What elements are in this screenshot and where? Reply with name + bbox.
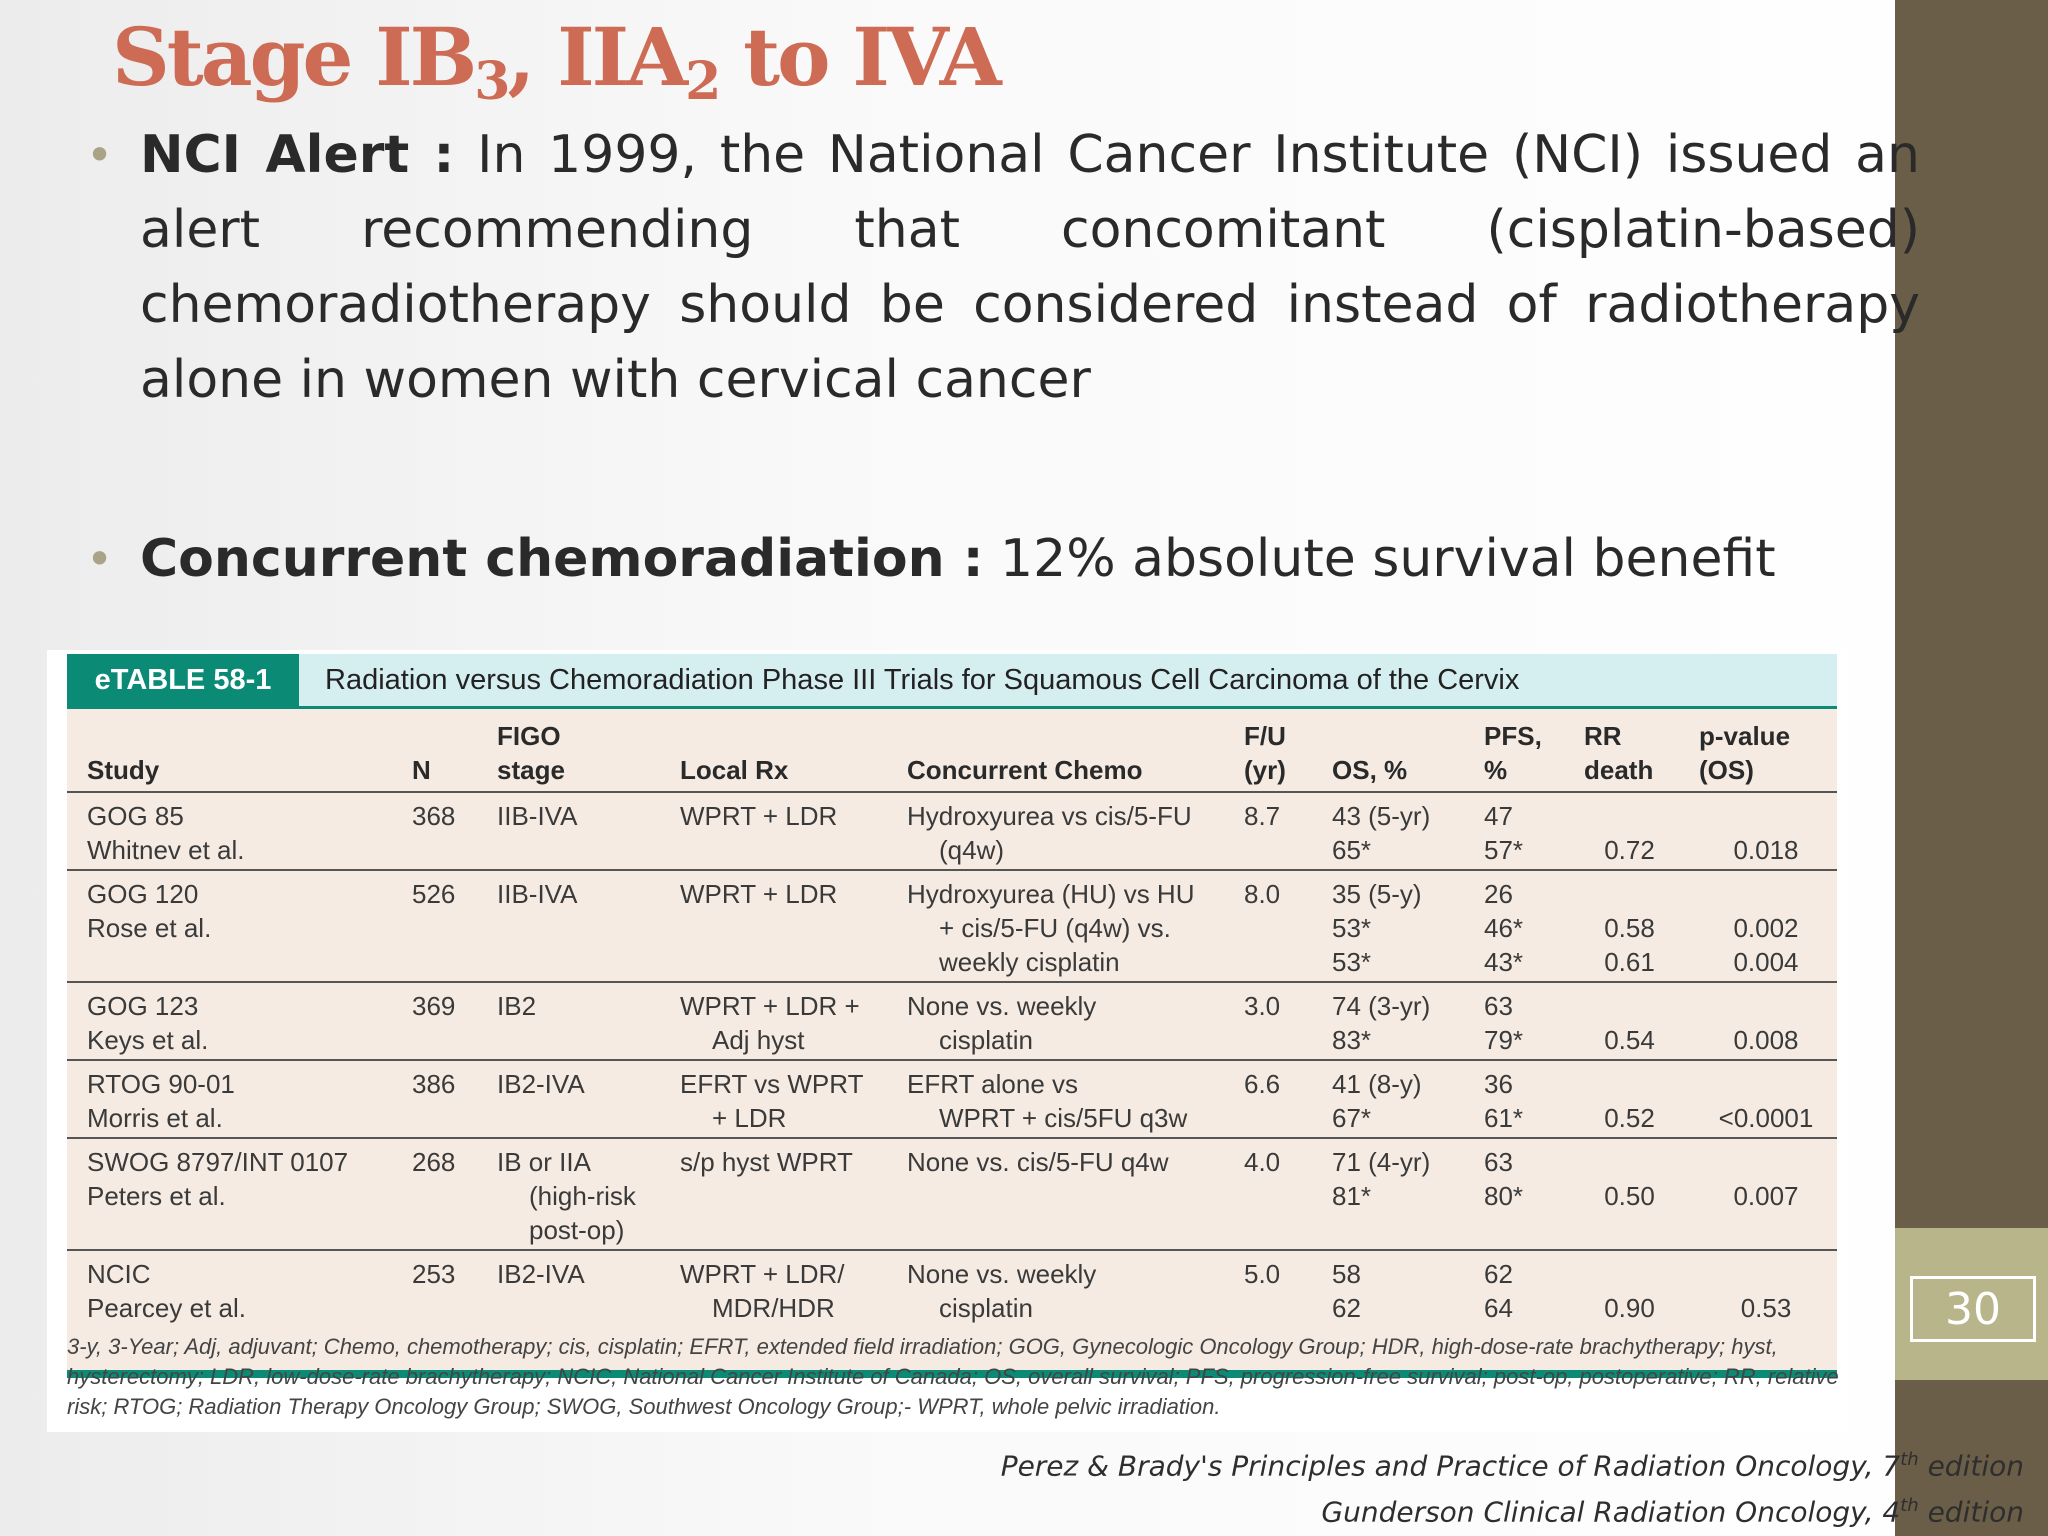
cell-line: 58 <box>1332 1259 1361 1289</box>
table-cell <box>1564 1138 1679 1250</box>
cell-line: Whitnev et al. <box>87 835 245 865</box>
cell-line: 6.6 <box>1244 1069 1281 1099</box>
table-cell <box>477 792 660 870</box>
cell-line: 71 (4-yr) <box>1332 1147 1431 1177</box>
cell-line <box>1584 799 1675 833</box>
table-cell <box>660 1138 887 1250</box>
table-cell <box>887 982 1224 1060</box>
cell-line: (high-risk <box>529 1181 636 1211</box>
cell-line: WPRT + LDR + <box>680 991 860 1021</box>
cell-line: 268 <box>412 1147 456 1177</box>
cell-line: 5.0 <box>1244 1259 1281 1289</box>
cell-line: 0.61 <box>1604 947 1655 977</box>
cell-line: cisplatin <box>939 1025 1033 1055</box>
table-cell <box>477 982 660 1060</box>
table-cell <box>67 792 392 870</box>
table-cell <box>392 1138 477 1250</box>
cell-line: 526 <box>412 879 456 909</box>
column-header-label: Local Rx <box>680 755 789 785</box>
cell-line: 74 (3-yr) <box>1332 991 1431 1021</box>
column-header <box>660 709 887 792</box>
cell-line: GOG 120 <box>87 879 199 909</box>
column-header-label: FIGO stage <box>497 721 565 785</box>
credit-text: edition <box>1918 1449 2024 1483</box>
cell-line: 43 (5-yr) <box>1332 801 1431 831</box>
cell-line: Morris et al. <box>87 1103 223 1133</box>
table-row <box>67 792 1837 870</box>
cell-line: IB or IIA <box>497 1147 591 1177</box>
column-header-label: PFS, % <box>1484 721 1542 785</box>
cell-line <box>1699 1145 1833 1179</box>
column-header-label: RR death <box>1584 721 1654 785</box>
cell-line: WPRT + cis/5FU q3w <box>939 1103 1188 1133</box>
table-cell <box>660 870 887 982</box>
bullet-dot-icon: • <box>86 532 114 586</box>
cell-line: 0.50 <box>1604 1181 1655 1211</box>
cell-line: 4.0 <box>1244 1147 1281 1177</box>
cell-line: 26 <box>1484 879 1513 909</box>
cell-line: Hydroxyurea vs cis/5-FU <box>907 801 1192 831</box>
column-header <box>392 709 477 792</box>
table-cell <box>477 1138 660 1250</box>
cell-line: 0.53 <box>1740 1293 1792 1323</box>
table-cell <box>477 1250 660 1327</box>
table-cell <box>392 870 477 982</box>
cell-line <box>1584 1145 1675 1179</box>
table-tag: eTABLE 58-1 <box>67 654 299 706</box>
cell-line: 0.002 <box>1733 913 1799 943</box>
cell-line: 81* <box>1332 1181 1372 1211</box>
cell-line: None vs. cis/5-FU q4w <box>907 1147 1169 1177</box>
cell-line: 41 (8-y) <box>1332 1069 1422 1099</box>
cell-line <box>1584 1067 1675 1101</box>
cell-line: EFRT alone vs <box>907 1069 1079 1099</box>
table-cell <box>1224 1138 1312 1250</box>
table-cell <box>1312 792 1464 870</box>
cell-line: 80* <box>1484 1181 1524 1211</box>
table-rows <box>67 792 1837 1327</box>
title-part: , IIA <box>507 10 686 104</box>
table-cell <box>67 1250 392 1327</box>
table-cell <box>67 982 392 1060</box>
cell-line: IIB-IVA <box>497 801 578 831</box>
bullet-body: 12% absolute survival benefit <box>1000 529 1776 589</box>
table-cell <box>1224 1250 1312 1327</box>
table-cell <box>1312 1250 1464 1327</box>
column-header <box>1464 709 1564 792</box>
column-header <box>1564 709 1679 792</box>
table-row <box>67 1250 1837 1327</box>
cell-line: WPRT + LDR <box>680 879 838 909</box>
table-cell <box>1564 870 1679 982</box>
bullet-body: In 1999, the National Cancer Institute (NCI) issued an alert recommending that concomitant (cisplatin-based) chemoradiotherapy should be considered instead of radiotherapy alone in women with cervical cancer <box>140 125 1921 410</box>
cell-line: EFRT vs WPRT <box>680 1069 864 1099</box>
bullet-text <box>140 118 1920 418</box>
bullet-lead: NCI Alert : <box>140 125 455 185</box>
cell-line: 65* <box>1332 835 1372 865</box>
column-header <box>887 709 1224 792</box>
column-header-label: OS, % <box>1332 755 1408 785</box>
table-cell <box>1679 1250 1837 1327</box>
table-cell <box>660 1060 887 1138</box>
table-cell <box>1312 870 1464 982</box>
cell-line: MDR/HDR <box>712 1293 835 1323</box>
cell-line: 0.018 <box>1733 835 1799 865</box>
table-cell <box>1464 982 1564 1060</box>
cell-line: Hydroxyurea (HU) vs HU <box>907 879 1195 909</box>
cell-line: 0.54 <box>1604 1025 1655 1055</box>
table-cell <box>660 982 887 1060</box>
credit-text: Gunderson Clinical Radiation Oncology, 4 <box>1321 1495 1901 1529</box>
table-cell <box>1564 1250 1679 1327</box>
table-cell <box>477 870 660 982</box>
table-row <box>67 982 1837 1060</box>
cell-line <box>1699 877 1833 911</box>
cell-line: 63 <box>1484 1147 1513 1177</box>
table-cell <box>1224 982 1312 1060</box>
cell-line: post-op) <box>529 1215 625 1245</box>
table-cell <box>477 1060 660 1138</box>
table-caption: Radiation versus Chemoradiation Phase III Trials for Squamous Cell Carcinoma of the Cervix <box>325 664 1520 696</box>
cell-line: 8.0 <box>1244 879 1281 909</box>
cell-line: 36 <box>1484 1069 1513 1099</box>
cell-line: RTOG 90-01 <box>87 1069 235 1099</box>
cell-line <box>1584 877 1675 911</box>
bullet-lead: Concurrent chemoradiation : <box>140 529 984 589</box>
cell-line: 253 <box>412 1259 456 1289</box>
cell-line <box>1584 989 1675 1023</box>
table-cell <box>887 1250 1224 1327</box>
cell-line <box>1699 1067 1833 1101</box>
cell-line: 46* <box>1484 913 1524 943</box>
cell-line: weekly cisplatin <box>939 947 1120 977</box>
table-cell <box>1224 870 1312 982</box>
cell-line: Pearcey et al. <box>87 1293 246 1323</box>
table-cell <box>1464 1060 1564 1138</box>
cell-line: 368 <box>412 801 456 831</box>
cell-line: 62 <box>1332 1293 1361 1323</box>
table-cell <box>1679 1060 1837 1138</box>
column-header-label: N <box>412 755 431 785</box>
cell-line: 53* <box>1332 913 1372 943</box>
table-footnote: 3-y, 3-Year; Adj, adjuvant; Chemo, chemotherapy; cis, cisplatin; EFRT, extended field irradiation; GOG, Gynecologic Oncology Group; HDR, high-dose-rate brachytherapy; hyst, hysterectomy; LDR, low-dose-rate brachytherapy; NCIC, National Cancer Institute of Canada; OS, overall survival; PFS, progression-free survival; post-op, postoperative; RR, relative risk; RTOG; Radiation Therapy Oncology Group; SWOG, Southwest Oncology Group;- WPRT, whole pelvic irradiation. <box>67 1334 1839 1419</box>
table-cell <box>392 1250 477 1327</box>
column-header-label: Concurrent Chemo <box>907 755 1143 785</box>
table-cell <box>1464 870 1564 982</box>
slide-number: 30 <box>1910 1276 2036 1342</box>
table-cell <box>1224 1060 1312 1138</box>
cell-line: (q4w) <box>939 835 1005 865</box>
credit-line <box>1001 1440 2024 1486</box>
title-subscript: 3 <box>474 51 508 112</box>
title-part: Stage IB <box>112 10 475 104</box>
table-cell <box>1564 792 1679 870</box>
table-cell <box>1679 792 1837 870</box>
cell-line: + cis/5-FU (q4w) vs. <box>939 913 1171 943</box>
cell-line <box>1584 1257 1675 1291</box>
cell-line: cisplatin <box>939 1293 1033 1323</box>
table-cell <box>1679 870 1837 982</box>
cell-line <box>1699 799 1833 833</box>
table-row <box>67 870 1837 982</box>
cell-line: None vs. weekly <box>907 1259 1097 1289</box>
cell-line: 63 <box>1484 991 1513 1021</box>
table-cell <box>1679 1138 1837 1250</box>
cell-line: IB2-IVA <box>497 1259 585 1289</box>
cell-line <box>1699 989 1833 1023</box>
column-header <box>1224 709 1312 792</box>
table-cell <box>887 792 1224 870</box>
bullet-text <box>140 522 1920 597</box>
table-cell <box>887 1060 1224 1138</box>
cell-line: 8.7 <box>1244 801 1281 831</box>
table-cell <box>392 1060 477 1138</box>
column-header <box>1679 709 1837 792</box>
credit-text: edition <box>1918 1495 2024 1529</box>
column-header-label: F/U (yr) <box>1244 721 1286 785</box>
cell-line: 47 <box>1484 801 1513 831</box>
cell-line: SWOG 8797/INT 0107 <box>87 1147 349 1177</box>
table-cell <box>67 1138 392 1250</box>
table-cell <box>1564 982 1679 1060</box>
table-cell <box>1464 792 1564 870</box>
table-cell <box>887 870 1224 982</box>
title-part: to IVA <box>718 10 999 104</box>
source-credits <box>1001 1440 2024 1533</box>
cell-line: WPRT + LDR <box>680 801 838 831</box>
credit-sup: th <box>1900 1449 1919 1470</box>
table-row <box>67 1138 1837 1250</box>
cell-line: 0.008 <box>1733 1025 1799 1055</box>
bullet-dot-icon: • <box>86 128 114 182</box>
credit-sup: th <box>1900 1495 1919 1517</box>
table-header-row <box>67 709 1837 792</box>
column-header <box>67 709 392 792</box>
cell-line: Keys et al. <box>87 1025 209 1055</box>
cell-line <box>1699 1257 1833 1291</box>
table-body <box>67 709 1837 1378</box>
cell-line: IIB-IVA <box>497 879 578 909</box>
cell-line: 369 <box>412 991 456 1021</box>
column-header <box>477 709 660 792</box>
column-header-label: p-value (OS) <box>1699 721 1791 785</box>
cell-line: 83* <box>1332 1025 1372 1055</box>
cell-line: 43* <box>1484 947 1524 977</box>
cell-line: 3.0 <box>1244 991 1281 1021</box>
cell-line: Adj hyst <box>712 1025 805 1055</box>
credit-text: Perez & Brady's Principles and Practice of Radiation Oncology, 7 <box>1000 1449 1901 1483</box>
table-cell <box>887 1138 1224 1250</box>
cell-line: 57* <box>1484 835 1524 865</box>
cell-line: IB2-IVA <box>497 1069 585 1099</box>
table-cell <box>1224 792 1312 870</box>
cell-line: 386 <box>412 1069 456 1099</box>
cell-line: 0.72 <box>1604 835 1655 865</box>
cell-line: Rose et al. <box>87 913 212 943</box>
table-header-bar <box>67 654 1837 709</box>
cell-line: None vs. weekly <box>907 991 1097 1021</box>
column-header-label: Study <box>87 755 160 785</box>
cell-line: 35 (5-y) <box>1332 879 1422 909</box>
table-row <box>67 1060 1837 1138</box>
table-cell <box>67 1060 392 1138</box>
cell-line: IB2 <box>497 991 537 1021</box>
cell-line: 67* <box>1332 1103 1372 1133</box>
table-cell <box>1564 1060 1679 1138</box>
credit-line <box>1001 1486 2024 1532</box>
slide-title <box>112 10 999 112</box>
trials-table <box>67 709 1837 1327</box>
cell-line: GOG 85 <box>87 801 184 831</box>
cell-line: 64 <box>1484 1293 1513 1323</box>
table-cell <box>1312 982 1464 1060</box>
cell-line: 0.004 <box>1733 947 1799 977</box>
title-subscript: 2 <box>685 51 719 112</box>
cell-line: GOG 123 <box>87 991 199 1021</box>
cell-line: 0.52 <box>1604 1103 1655 1133</box>
cell-line: 0.90 <box>1604 1293 1655 1323</box>
column-header <box>1312 709 1464 792</box>
cell-line: WPRT + LDR/ <box>680 1259 845 1289</box>
cell-line: Peters et al. <box>87 1181 226 1211</box>
table-cell <box>392 982 477 1060</box>
table-cell <box>392 792 477 870</box>
table-cell <box>1464 1250 1564 1327</box>
cell-line: NCIC <box>87 1259 151 1289</box>
cell-line: <0.0001 <box>1718 1103 1814 1133</box>
cell-line: s/p hyst WPRT <box>680 1147 853 1177</box>
trials-table-figure <box>47 650 1847 1432</box>
table-cell <box>1464 1138 1564 1250</box>
table-cell <box>67 870 392 982</box>
cell-line: 61* <box>1484 1103 1524 1133</box>
table-cell <box>660 1250 887 1327</box>
table-cell <box>1679 982 1837 1060</box>
table-cell <box>1312 1060 1464 1138</box>
table-cell <box>660 792 887 870</box>
table-cell <box>1312 1138 1464 1250</box>
cell-line: 53* <box>1332 947 1372 977</box>
cell-line: 0.007 <box>1733 1181 1799 1211</box>
cell-line: 79* <box>1484 1025 1524 1055</box>
cell-line: 0.58 <box>1604 913 1655 943</box>
cell-line: 62 <box>1484 1259 1513 1289</box>
cell-line: + LDR <box>712 1103 787 1133</box>
